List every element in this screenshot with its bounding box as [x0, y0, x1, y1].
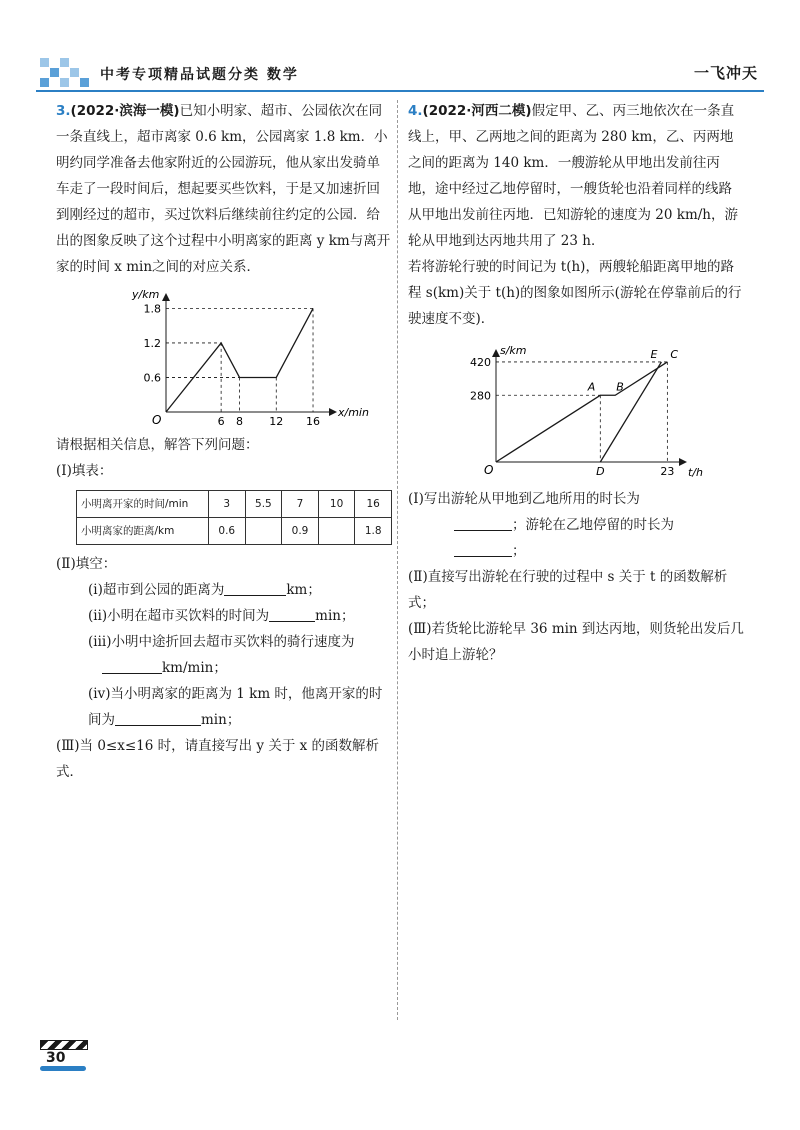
table-cell: 0.9	[282, 518, 319, 545]
q3-part1-label: (Ⅰ)填表：	[56, 463, 113, 479]
q3-sub-i-text: (ⅰ)超市到公园的距离为	[88, 582, 225, 598]
table-cell: 1.8	[355, 518, 392, 545]
q4-part2: (Ⅱ)直接写出游轮在行驶的过程中 s 关于 t 的函数解析式；	[408, 569, 728, 611]
x-tick-label: 6	[217, 415, 225, 428]
q4-stem	[408, 98, 744, 254]
q3-stem	[56, 98, 392, 280]
answer-blank[interactable]	[269, 605, 315, 622]
q4-guide-lines	[496, 362, 667, 462]
q4-part1	[408, 486, 744, 512]
x-tick-label: 23	[660, 465, 675, 478]
page-number-stripes	[40, 1040, 88, 1050]
page-header	[36, 52, 764, 102]
q3-sub-iii-unit: km/min；	[162, 660, 227, 676]
q3-sub-iv-unit: min；	[201, 712, 241, 728]
y-tick-label: 420	[470, 355, 491, 369]
answer-blank[interactable]	[115, 709, 201, 726]
q3-sub-i-unit: km；	[286, 582, 321, 598]
table-cell-blank[interactable]	[245, 518, 282, 545]
q4-part1-cont2	[408, 538, 744, 564]
q3-sub-ii	[56, 603, 392, 629]
q3-fill-table	[76, 490, 392, 545]
x-tick-label: 12	[269, 415, 284, 428]
q3-sub-iv-text: (ⅳ)当小明离家的距离为 1 km 时，他离开家的时间为	[88, 686, 383, 728]
table-cell: 0.6	[208, 518, 245, 545]
q3-chart	[56, 282, 392, 432]
x-tick-label: 8	[236, 415, 244, 428]
q3-part3: (Ⅲ)当 0≤x≤16 时，请直接写出 y 关于 x 的函数解析式．	[56, 738, 380, 780]
q4-part1-end: ；	[512, 543, 526, 559]
answer-blank[interactable]	[224, 579, 286, 596]
q3-number: 3.	[56, 103, 71, 119]
x-tick-label: 16	[306, 415, 321, 428]
answer-blank[interactable]	[102, 657, 162, 674]
table-cell: 3	[208, 491, 245, 518]
y-tick-label: 280	[470, 389, 491, 403]
q4-part1-text-b: ；游轮在乙地停留的时长为	[512, 517, 674, 533]
point-label: D	[596, 465, 605, 478]
table-row1-label: 小明离开家的时间/min	[77, 491, 209, 518]
q4-cargo-ship-line	[600, 362, 661, 462]
table-cell: 7	[282, 491, 319, 518]
y-tick-label: 1.2	[143, 336, 161, 350]
page-number-base	[40, 1066, 86, 1071]
q4-cruise-ship-line	[496, 362, 667, 462]
point-label: B	[616, 380, 624, 394]
page-number-badge	[40, 1040, 86, 1070]
q3-sub-ii-unit: min；	[315, 608, 355, 624]
q3-guide-lines	[166, 308, 313, 412]
q3-part2-label: (Ⅱ)填空：	[56, 556, 117, 572]
answer-blank[interactable]	[454, 514, 512, 531]
q4-origin-label: O	[484, 463, 494, 477]
q3-sub-iv	[56, 681, 392, 733]
q4-stem-text: 假定甲、乙、丙三地依次在一条直线上，甲、乙两地之间的距离为 280 km，乙、丙两地之间的距离为 140 km．一艘游轮从甲地出发前往丙地，途中经过乙地停留时，一艘货轮也沿着同样的线路从甲地出发前往丙地．已知游轮的速度为 20 km/h，游轮从甲地到达丙地共用了 23 h．	[408, 103, 738, 249]
point-label: A	[587, 380, 596, 394]
q3-sub-iii	[56, 629, 392, 655]
table-cell: 10	[318, 491, 355, 518]
q4-part1-cont	[408, 512, 744, 538]
question-4	[408, 98, 744, 668]
header-rule	[36, 90, 764, 92]
header-brand: 一飞冲天	[693, 64, 758, 82]
header-title: 中考专项精品试题分类 数学	[100, 67, 299, 83]
point-label: C	[670, 347, 679, 361]
q3-sub-iii-cont	[56, 655, 392, 681]
q4-source: (2022·河西二模)	[422, 103, 532, 119]
table-cell: 5.5	[245, 491, 282, 518]
q3-origin-label: O	[152, 413, 162, 427]
column-divider	[397, 100, 398, 1020]
answer-blank[interactable]	[454, 540, 512, 557]
table-cell-blank[interactable]	[318, 518, 355, 545]
point-label: E	[650, 347, 658, 361]
page-number: 30	[46, 1050, 66, 1066]
y-tick-label: 1.8	[143, 302, 161, 316]
header-grid-decoration	[40, 58, 90, 90]
q4-stem2: 若将游轮行驶的时间记为 t(h)，两艘轮船距离甲地的路程 s(km)关于 t(h)的图象如图所示(游轮在停靠前后的行驶速度不变)．	[408, 259, 742, 327]
q3-prompt: 请根据相关信息，解答下列问题：	[56, 437, 259, 453]
q4-part1-text-a: (Ⅰ)写出游轮从甲地到乙地所用的时长为	[408, 491, 640, 507]
question-3	[56, 98, 392, 785]
table-row2-label: 小明离家的距离/km	[77, 518, 209, 545]
table-cell: 16	[355, 491, 392, 518]
q3-y-label: y/km	[132, 288, 160, 301]
y-tick-label: 0.6	[143, 371, 161, 385]
table-row	[77, 518, 392, 545]
q3-sub-i	[56, 577, 392, 603]
q4-y-label: s/km	[500, 344, 527, 357]
q4-chart	[408, 336, 744, 486]
q3-source: (2022·滨海一模)	[70, 103, 180, 119]
table-row	[77, 491, 392, 518]
q3-x-label: x/min	[338, 406, 369, 419]
q4-part3: (Ⅲ)若货轮比游轮早 36 min 到达丙地，则货轮出发后几小时追上游轮？	[408, 621, 744, 663]
q3-sub-ii-text: (ⅱ)小明在超市买饮料的时间为	[88, 608, 270, 624]
q4-number: 4.	[408, 103, 423, 119]
q4-x-label: t/h	[688, 466, 703, 479]
q3-stem-text: 已知小明家、超市、公园依次在同一条直线上，超市离家 0.6 km，公园离家 1.8 km．小明约同学准备去他家附近的公园游玩，他从家出发骑单车走了一段时间后，想起要买些饮料，于是又加速折回到刚经过的超市，买过饮料后继续前往约定的公园．给出的图象反映了这个过程中小明离家的距离 y km与离开家的时间 x min之间的对应关系．	[56, 103, 391, 275]
q3-sub-iii-text: (ⅲ)小明中途折回去超市买饮料的骑行速度为	[88, 634, 355, 650]
